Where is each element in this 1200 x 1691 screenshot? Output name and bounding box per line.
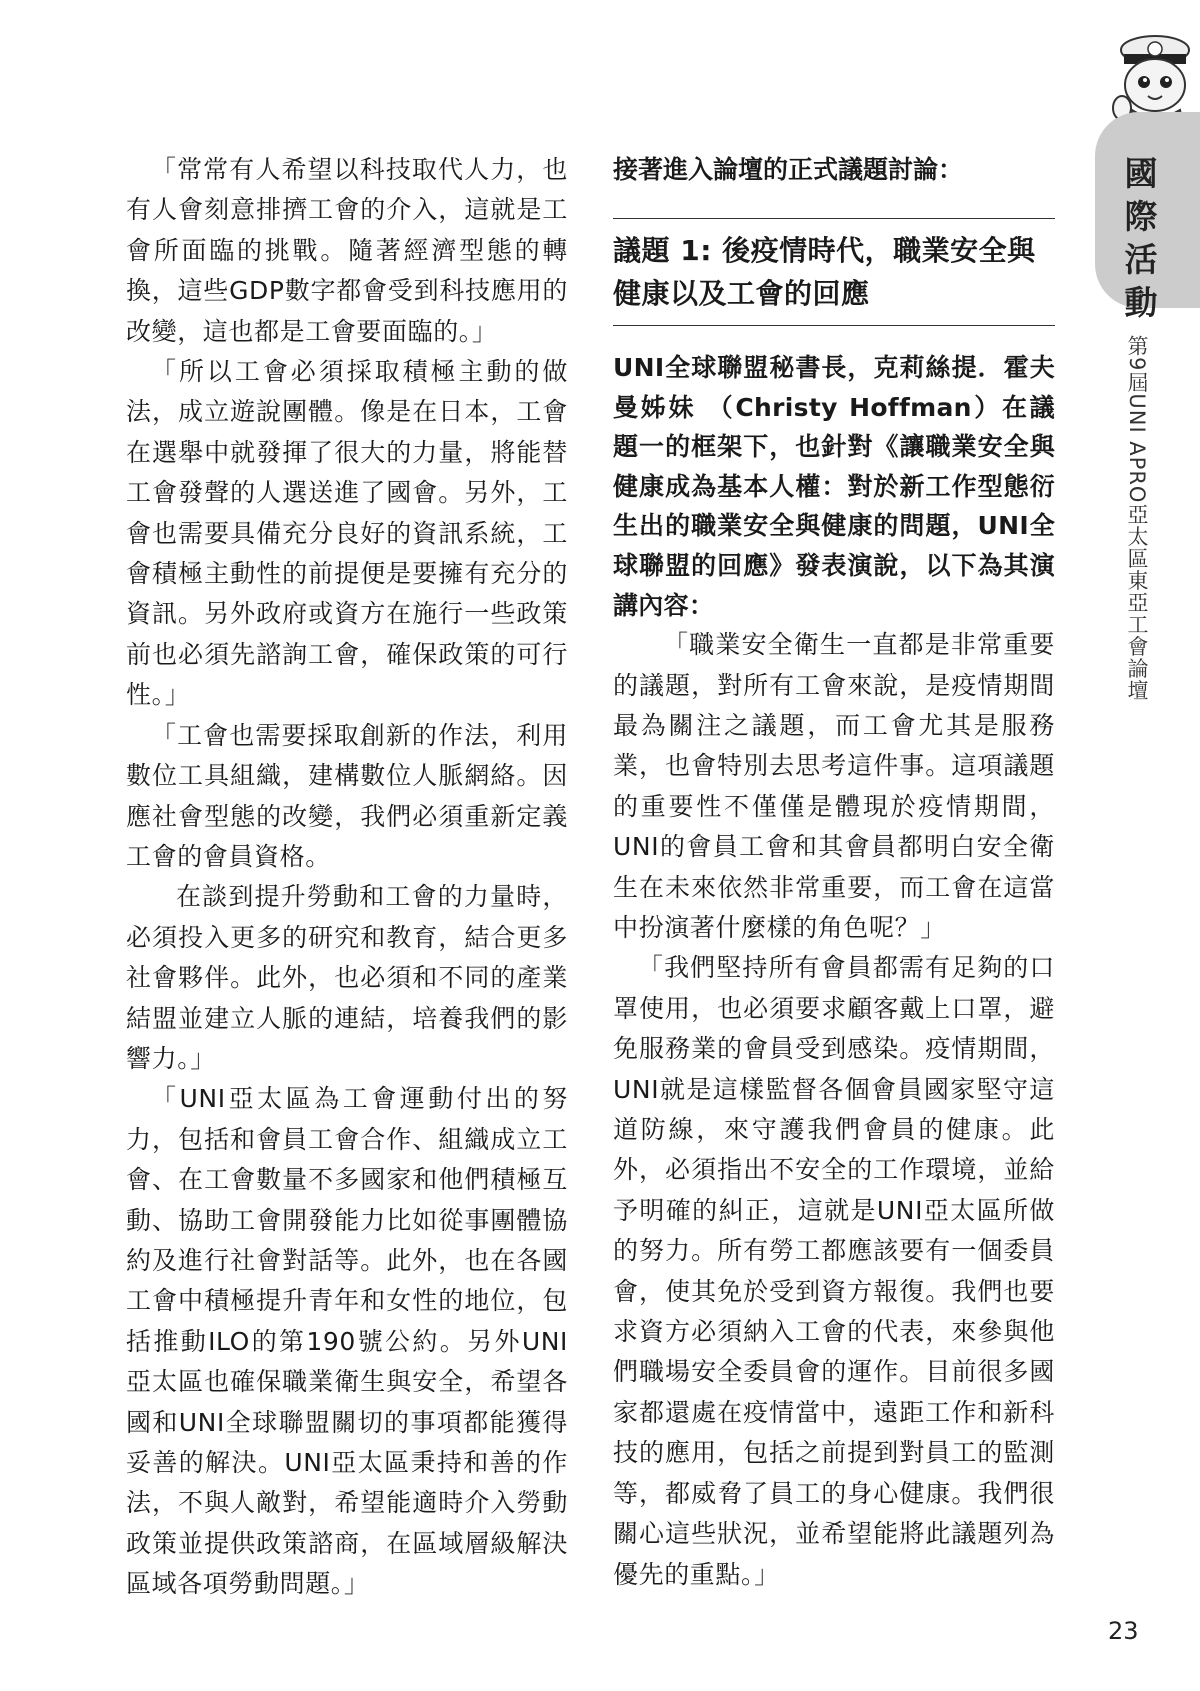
body-paragraph: 「所以工會必須採取積極主動的做法，成立遊說團體。像是在日本，工會在選舉中就發揮了很大的力量，將能替工會發聲的人選送進了國會。另外，工會也需要具備充分良好的資訊系統，工會積極主動性的前提便是要擁有充分的資訊。另外政府或資方在施行一些政策前也必須先諮詢工會，確保政策的可行性。」 xyxy=(126,357,568,710)
body-paragraph: 「工會也需要採取創新的作法，利用數位工具組織，建構數位人脈網絡。因應社會型態的改變，我們必須重新定義工會的會員資格。 xyxy=(126,720,568,871)
body-paragraph: 「UNI亞太區為工會運動付出的努力，包括和會員工會合作、組織成立工會、在工會數量不多國家和他們積極互動、協助工會開發能力比如從事團體協約及進行社會對話等。此外，也在各國工會中積極提升青年和女性的地位，包括推動ILO的第190號公約。另外UNI亞太區也確保職業衛生與安全，希望各國和UNI全球聯盟關切的事項都能獲得妥善的解決。UNI亞太區秉持和善的作法，不與人敵對，希望能適時介入勞動政策並提供政策諮商，在區域層級解決區域各項勞動問題。」 xyxy=(126,1084,568,1599)
left-column xyxy=(126,150,568,1605)
body-paragraph: 「我們堅持所有會員都需有足夠的口罩使用，也必須要求顧客戴上口罩，避免服務業的會員受到感染。疫情期間，UNI就是這樣監督各個會員國家堅守這道防線，來守護我們會員的健康。此外，必須指出不安全的工作環境，並給予明確的糾正，這就是UNI亞太區所做的努力。所有勞工都應該要有一個委員會，使其免於受到資方報復。我們也要求資方必須納入工會的代表，來參與他們職場安全委員會的運作。目前很多國家都還處在疫情當中，遠距工作和新科技的應用，包括之前提到對員工的監測等，都威脅了員工的身心健康。我們很關心這些狀況，並希望能將此議題列為優先的重點。」 xyxy=(613,953,1055,1589)
speech-intro: UNI全球聯盟秘書長，克莉絲提．霍夫曼姊妹 （Christy Hoffman）在議題一的框架下，也針對《讓職業安全與健康成為基本人權：對於新工作型態衍生出的職業安全與健康的問題，UNI全球聯盟的回應》發表演說，以下為其演講內容： xyxy=(613,353,1055,620)
running-header-caption: 第9屆UNI APRO亞太區東亞工會論壇 xyxy=(1125,335,1149,702)
right-column xyxy=(613,150,1055,1595)
section-title: 議題 1: 後疫情時代，職業安全與健康以及工會的回應 xyxy=(613,234,1036,310)
section-rule-bottom xyxy=(613,325,1055,326)
page-number: 23 xyxy=(1108,1617,1139,1645)
section-tab-label: 國際活動 xyxy=(1124,154,1160,322)
body-paragraph: 「常常有人希望以科技取代人力，也有人會刻意排擠工會的介入，這就是工會所面臨的挑戰。隨著經濟型態的轉換，這些GDP數字都會受到科技應用的改變，這也都是工會要面臨的。」 xyxy=(126,155,568,346)
lead-heading: 接著進入論壇的正式議題討論： xyxy=(613,155,964,184)
section-rule-top xyxy=(613,218,1055,219)
body-paragraph: 「職業安全衛生一直都是非常重要的議題，對所有工會來說，是疫情期間最為關注之議題，而工會尤其是服務業，也會特別去思考這件事。這項議題的重要性不僅僅是體現於疫情期間，UNI的會員工會和其會員都明白安全衛生在未來依然非常重要，而工會在這當中扮演著什麼樣的角色呢？」 xyxy=(613,630,1055,942)
body-paragraph: 在談到提升勞動和工會的力量時，必須投入更多的研究和教育，結合更多社會夥伴。此外，也必須和不同的產業結盟並建立人脈的連結，培養我們的影響力。」 xyxy=(126,882,568,1073)
